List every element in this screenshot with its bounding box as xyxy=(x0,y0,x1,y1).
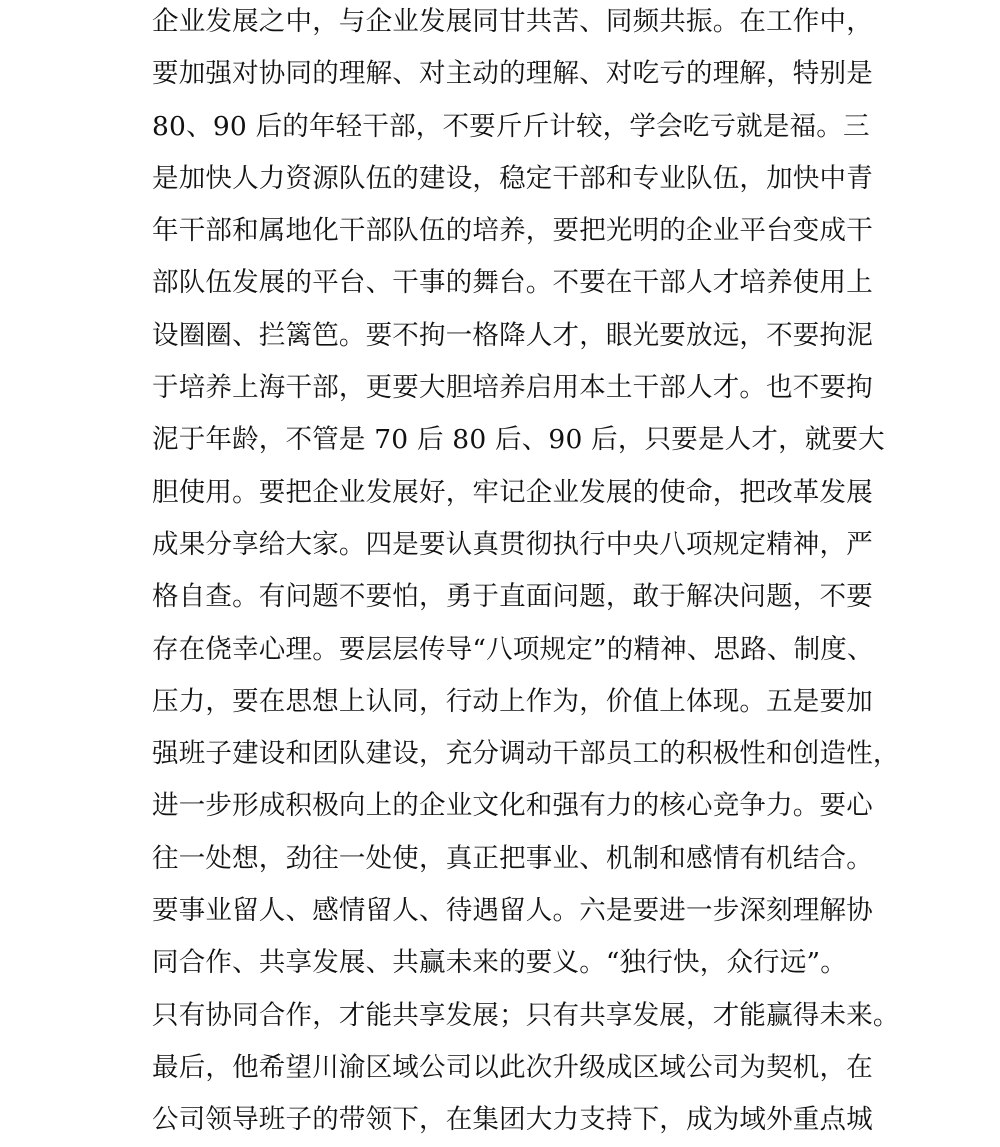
text-line: 泥于年龄，不管是 70 后 80 后、90 后，只要是人才，就要大 xyxy=(152,424,885,456)
text-line: 企业发展之中，与企业发展同甘共苦、同频共振。在工作中， xyxy=(152,6,873,37)
text-line: 部队伍发展的平台、干事的舞台。不要在干部人才培养使用上 xyxy=(152,267,873,299)
text-line: 设圈圈、拦篱笆。要不拘一格降人才，眼光要放远，不要拘泥 xyxy=(152,319,873,351)
text-line: 只有协同合作，才能共享发展；只有共享发展，才能赢得未来。 xyxy=(152,999,900,1031)
text-line: 格自查。有问题不要怕，勇于直面问题，敢于解决问题，不要 xyxy=(152,581,873,613)
text-line: 进一步形成积极向上的企业文化和强有力的核心竞争力。要心 xyxy=(152,790,873,822)
text-line: 最后，他希望川渝区域公司以此次升级成区域公司为契机，在 xyxy=(152,1051,873,1083)
text-line: 压力，要在思想上认同，行动上作为，价值上体现。五是要加 xyxy=(152,685,873,717)
text-line: 年干部和属地化干部队伍的培养，要把光明的企业平台变成干 xyxy=(152,215,873,247)
text-line: 要事业留人、感情留人、待遇留人。六是要进一步深刻理解协 xyxy=(152,895,873,927)
text-line: 同合作、共享发展、共赢未来的要义。“独行快，众行远”。 xyxy=(152,947,847,979)
body-text xyxy=(152,0,900,1147)
text-line: 往一处想，劲往一处使，真正把事业、机制和感情有机结合。 xyxy=(152,842,873,874)
text-line: 成果分享给大家。四是要认真贯彻执行中央八项规定精神，严 xyxy=(152,528,873,560)
text-line: 公司领导班子的带领下，在集团大力支持下，成为域外重点城 xyxy=(152,1104,873,1136)
text-line: 强班子建设和团队建设，充分调动干部员工的积极性和创造性， xyxy=(152,738,900,770)
text-line: 80、90 后的年轻干部，不要斤斤计较，学会吃亏就是福。三 xyxy=(152,110,870,142)
text-line: 于培养上海干部，更要大胆培养启用本土干部人才。也不要拘 xyxy=(152,372,873,404)
text-line: 是加快人力资源队伍的建设，稳定干部和专业队伍，加快中青 xyxy=(152,162,873,194)
text-line: 存在侥幸心理。要层层传导“八项规定”的精神、思路、制度、 xyxy=(152,633,874,665)
text-line: 胆使用。要把企业发展好，牢记企业发展的使命，把改革发展 xyxy=(152,476,873,508)
text-line: 要加强对协同的理解、对主动的理解、对吃亏的理解，特别是 xyxy=(152,58,873,90)
